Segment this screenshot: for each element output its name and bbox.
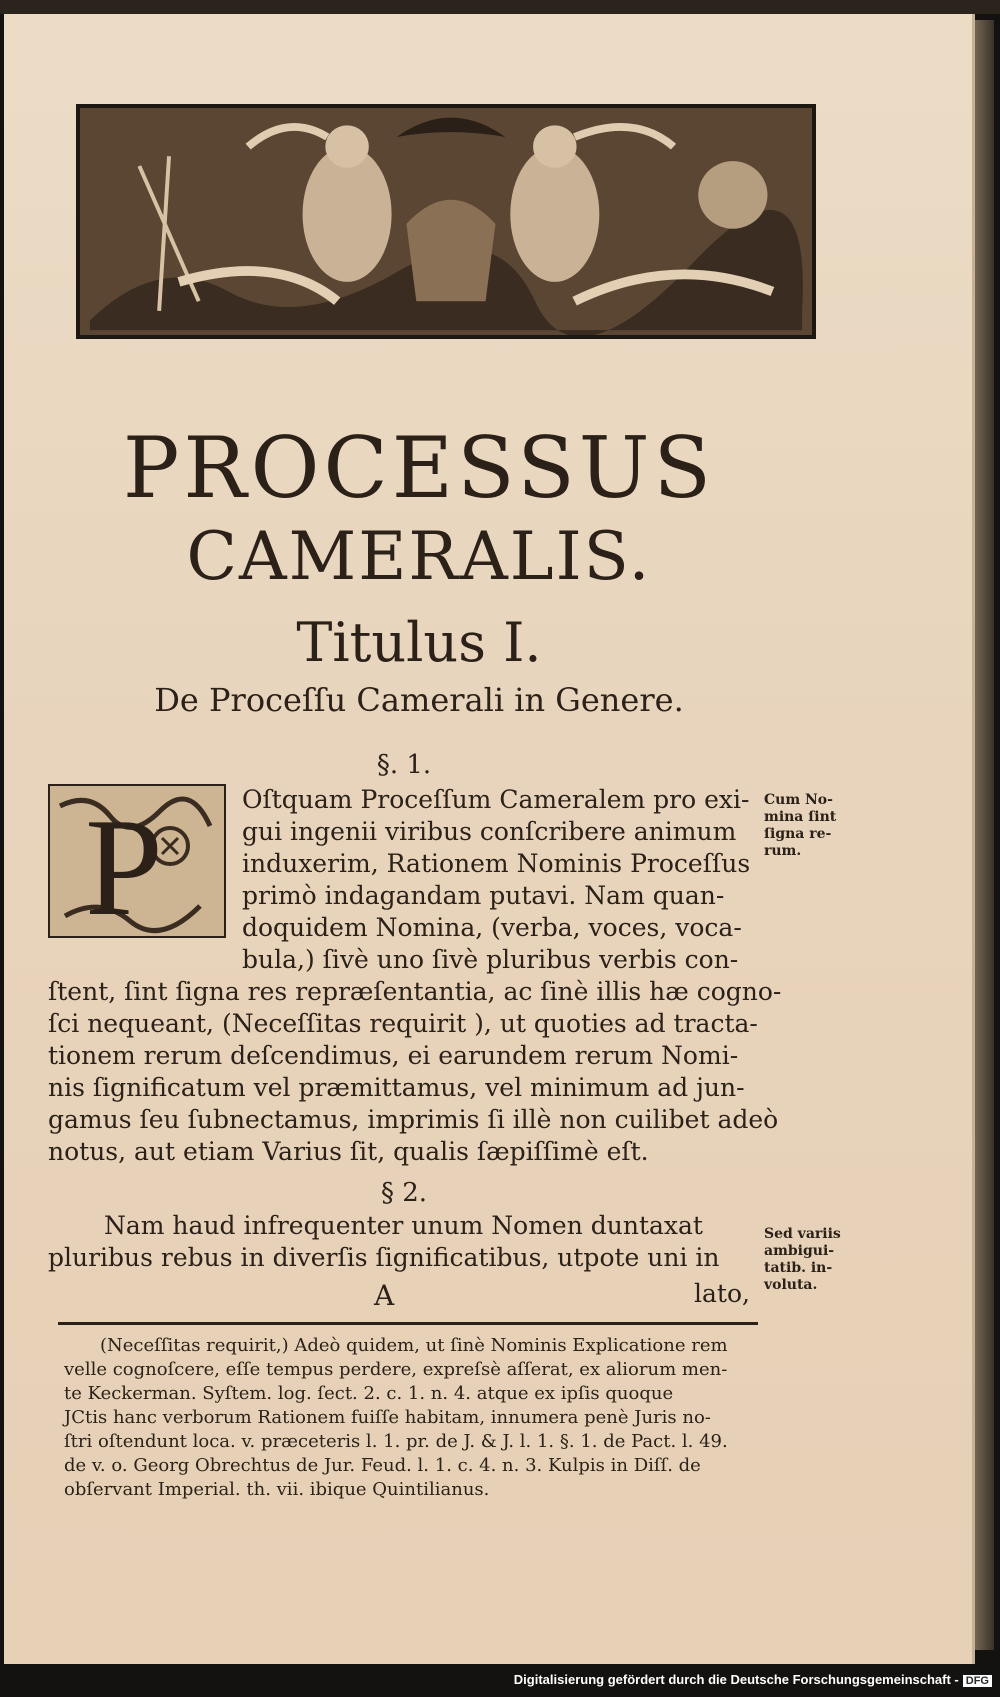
title-cameralis: CAMERALIS. <box>186 518 652 595</box>
para1-line: gui ingenii viribus conſcribere animum <box>242 817 737 846</box>
section-2-mark: § 2. <box>380 1178 428 1208</box>
headpiece-woodcut <box>76 104 816 339</box>
signature-mark: A <box>374 1279 395 1312</box>
title-titulus: Titulus I. <box>296 611 542 674</box>
page-edge <box>972 20 994 1650</box>
margin-note-2 <box>764 1226 841 1294</box>
footnote-line: te Keckerman. Syſtem. log. ſect. 2. c. 1. n. 4. atque ex ipſis quoque <box>64 1383 674 1404</box>
para1-line: bula,) ſivè uno ſivè pluribus verbis con- <box>242 945 739 974</box>
para2-line: pluribus rebus in diverſis ſignificatibus, utpote uni in <box>48 1243 720 1272</box>
margin-note-line: tatib. in- <box>764 1260 833 1276</box>
section-1-mark: §. 1. <box>376 750 432 780</box>
margin-note-line: Sed variis <box>764 1226 841 1242</box>
decorated-initial-p <box>48 784 226 938</box>
para1-line: notus, aut etiam Varius ſit, qualis ſæpiſſimè eſt. <box>48 1137 649 1166</box>
para2-line: Nam haud infrequenter unum Nomen duntaxat <box>104 1211 703 1240</box>
margin-note-line: mina ſint <box>764 809 837 825</box>
dfg-logo-icon: DFG <box>963 1675 992 1687</box>
para1-line: doquidem Nomina, (verba, voces, voca- <box>242 913 742 942</box>
book-page <box>4 14 975 1664</box>
para1-line: Oſtquam Proceſſum Cameralem pro exi- <box>242 785 750 814</box>
para1-line: ſtent, ſint ſigna res repræſentantia, ac ſinè illis hæ cogno- <box>48 977 782 1006</box>
para1-line: tionem rerum deſcendimus, ei earundem rerum Nomi- <box>48 1041 739 1070</box>
footnote-line: velle cognoſcere, eſſe tempus perdere, expreſsè aſſerat, ex aliorum men- <box>64 1359 728 1380</box>
para1-line: gamus ſeu ſubnectamus, imprimis ſi illè non cuilibet adeò <box>48 1105 779 1134</box>
title-processus: PROCESSUS <box>122 419 716 517</box>
chapter-subtitle: De Proceſſu Camerali in Genere. <box>154 681 684 719</box>
margin-note-line: ambigui- <box>764 1243 835 1259</box>
footnote-line: JCtis hanc verborum Rationem fuiſſe habitam, innumera penè Juris no- <box>64 1407 711 1428</box>
footnote-rule <box>58 1322 758 1325</box>
para1-line: ſci nequeant, (Neceſſitas requirit ), ut quoties ad tracta- <box>48 1009 758 1038</box>
svg-text:P: P <box>85 790 163 936</box>
footnote-line: obſervant Imperial. th. vii. ibique Quintilianus. <box>64 1479 490 1500</box>
para1-line: induxerim, Rationem Nominis Proceſſus <box>242 849 751 878</box>
margin-note-line: voluta. <box>764 1277 818 1293</box>
footnote-line: de v. o. Georg Obrechtus de Jur. Feud. l. 1. c. 4. n. 3. Kulpis in Diſſ. de <box>64 1455 701 1476</box>
para1-line: nis ſignificatum vel præmittamus, vel minimum ad jun- <box>48 1073 745 1102</box>
margin-note-1 <box>764 792 836 860</box>
margin-note-line: ſigna re- <box>764 826 832 842</box>
catchword: lato, <box>694 1279 750 1308</box>
digitization-credit <box>514 1672 992 1687</box>
para1-line: primò indagandam putavi. Nam quan- <box>242 881 725 910</box>
margin-note-line: Cum No- <box>764 792 833 808</box>
scan-top-border <box>0 0 1000 14</box>
credit-text: Digitalisierung gefördert durch die Deutsche Forschungsgemeinschaft - <box>513 1672 959 1687</box>
margin-note-line: rum. <box>764 843 802 859</box>
footnote-line: (Neceſſitas requirit,) Adeò quidem, ut ſinè Nominis Explicatione rem <box>100 1335 728 1356</box>
footnote-line: ſtri oſtendunt loca. v. præceteris l. 1. pr. de J. & J. l. 1. §. 1. de Pact. l. 49. <box>64 1431 728 1452</box>
